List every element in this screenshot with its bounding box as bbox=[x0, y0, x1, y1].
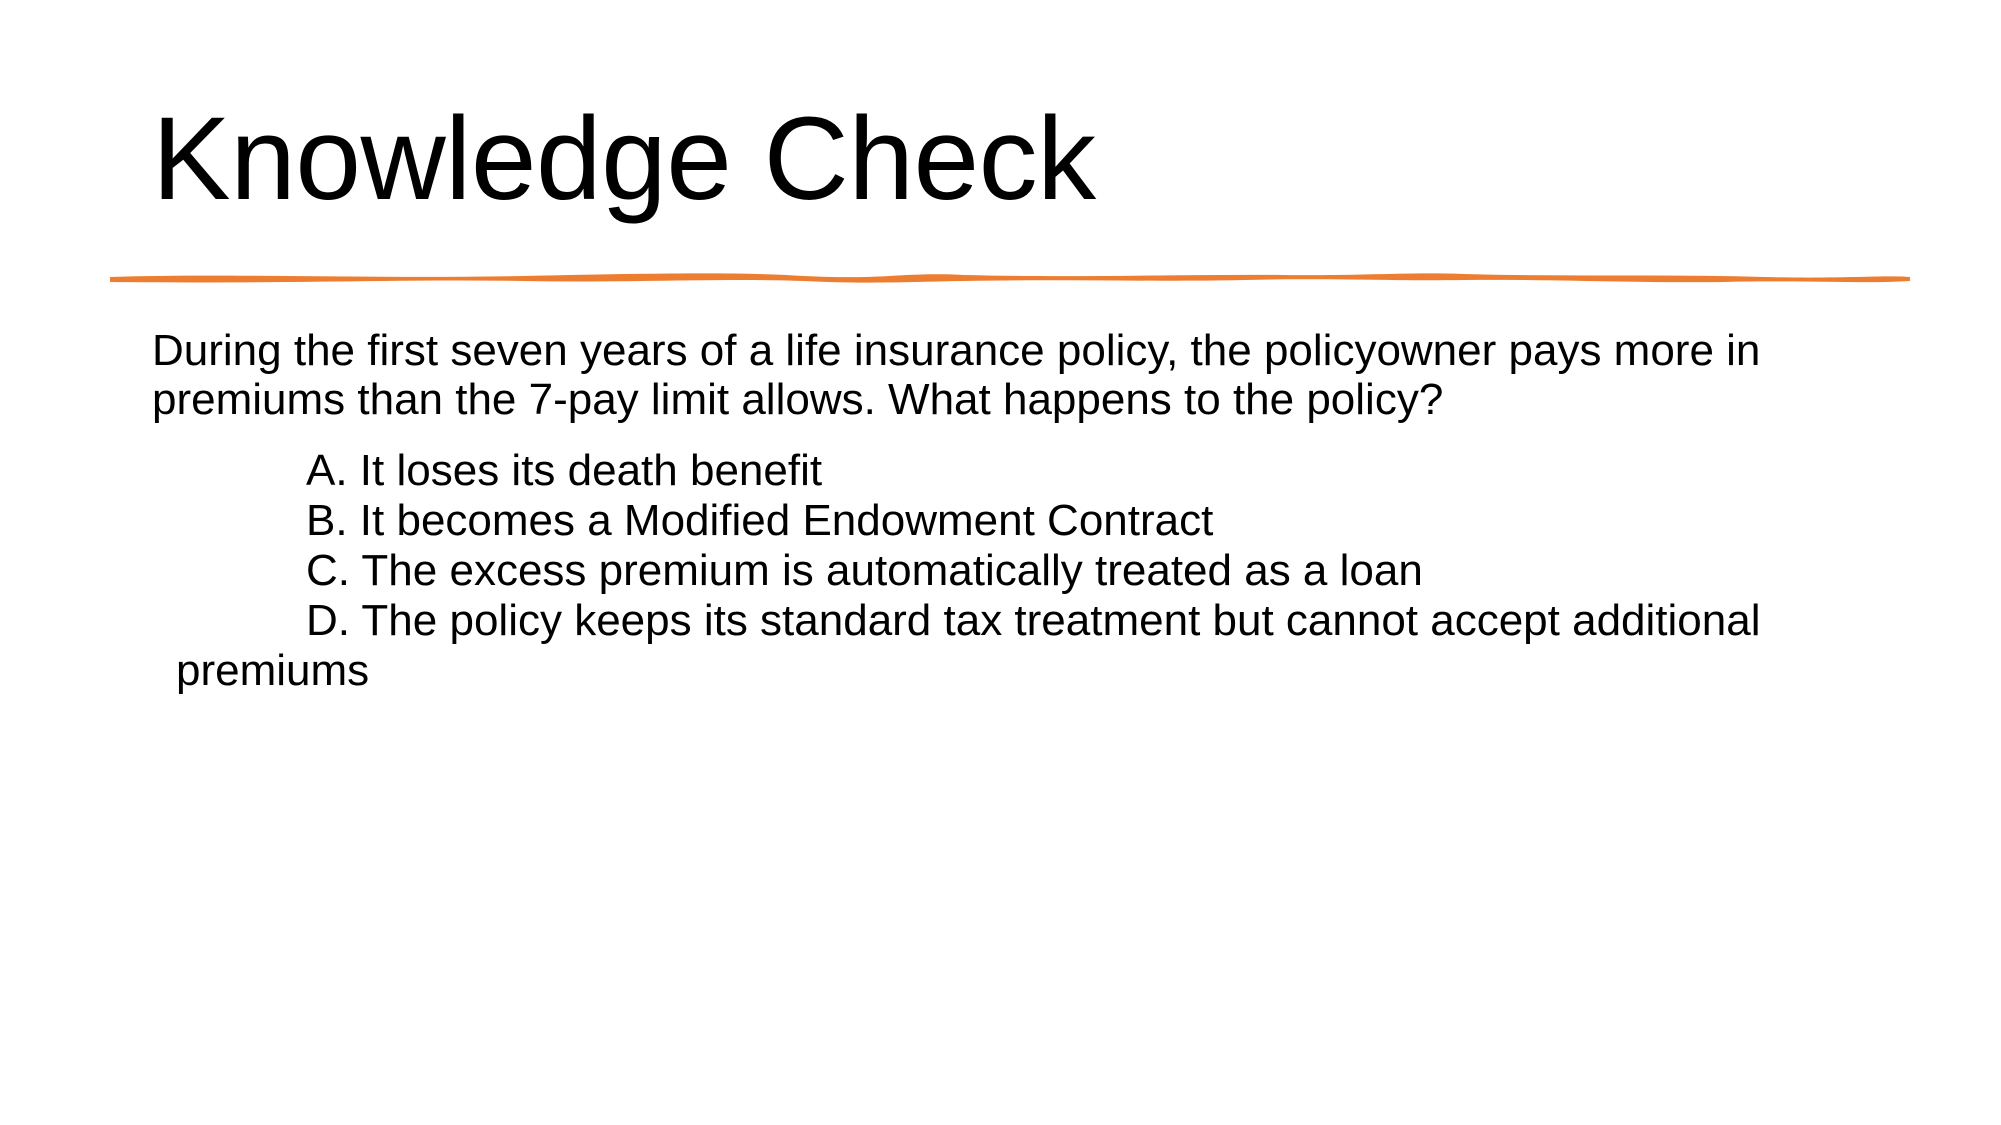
brush-divider bbox=[104, 264, 1914, 288]
slide-title: Knowledge Check bbox=[152, 93, 1096, 225]
brush-stroke bbox=[110, 273, 1910, 282]
answer-option-d: D. The policy keeps its standard tax treatment but cannot accept additional premiums bbox=[176, 596, 1761, 695]
answer-options bbox=[176, 446, 1916, 696]
answer-option-b: B. It becomes a Modified Endowment Contract bbox=[306, 496, 1214, 545]
answer-option-a: A. It loses its death benefit bbox=[306, 446, 823, 495]
answer-option-c: C. The excess premium is automatically treated as a loan bbox=[306, 546, 1423, 595]
question-text: During the first seven years of a life insurance policy, the policyowner pays more in premiums than the 7-pay limit allows. What happens to the policy? bbox=[152, 326, 1761, 424]
